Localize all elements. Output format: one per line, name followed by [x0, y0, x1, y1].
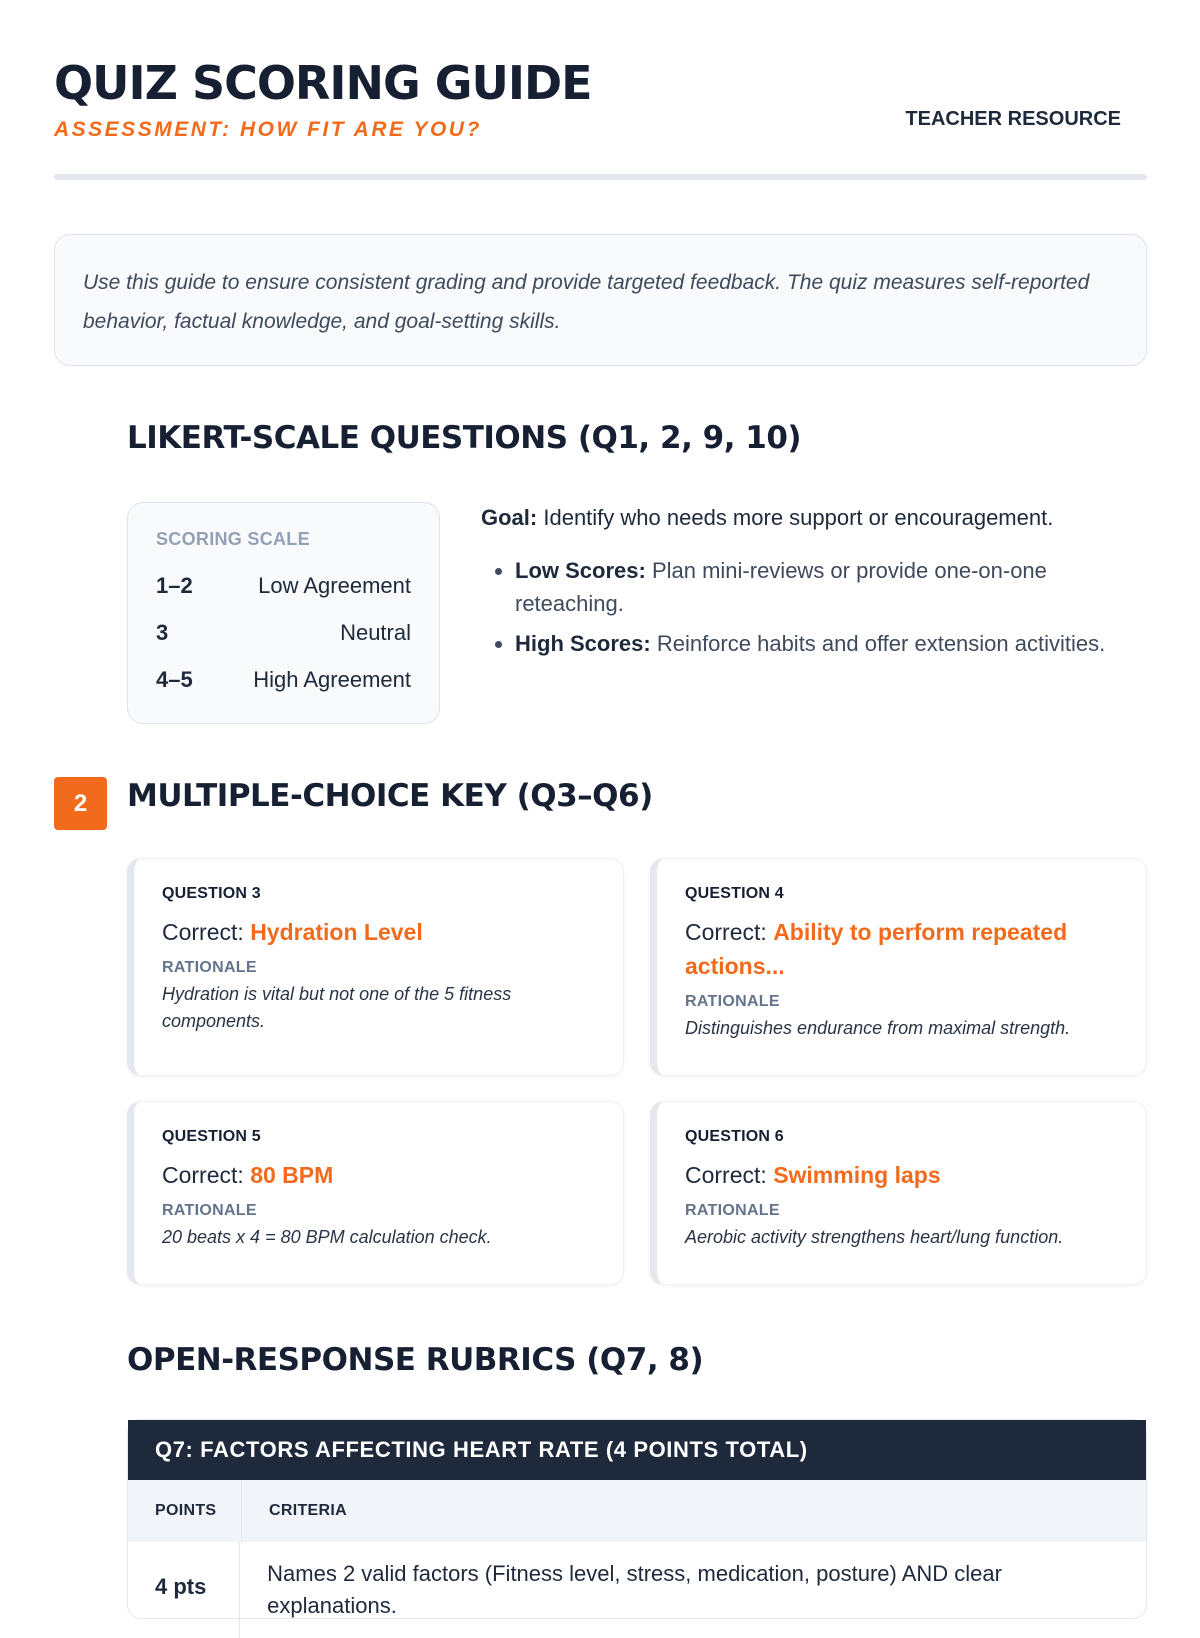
rubric-table: [127, 1419, 1147, 1619]
intro-callout: [54, 234, 1147, 366]
scale-label: High Agreement: [253, 667, 411, 692]
question-card: [650, 1101, 1147, 1285]
scoring-scale-box: [127, 502, 440, 724]
answer-text: Ability to perform repeated actions...: [685, 919, 1068, 979]
rationale-text: Hydration is vital but not one of the 5 fitness components.: [162, 984, 512, 1031]
rubric-header-row: [128, 1480, 1146, 1542]
scale-label: Neutral: [340, 620, 411, 645]
answer-text: Swimming laps: [773, 1162, 941, 1188]
scale-range: 4–5: [156, 667, 193, 692]
criteria-cell: Names 2 valid factors (Fitness level, stress, medication, posture) AND clear explanations.: [267, 1561, 1002, 1618]
scale-row: [156, 656, 411, 703]
list-item: [515, 627, 1161, 660]
scoring-scale-heading: SCORING SCALE: [156, 529, 310, 549]
rationale-label: RATIONALE: [162, 1202, 257, 1219]
rubric-title: Q7: FACTORS AFFECTING HEART RATE (4 POINTS TOTAL): [128, 1420, 1146, 1480]
correct-prefix: Correct:: [685, 1162, 767, 1188]
resource-label: TEACHER RESOURCE: [905, 108, 1121, 130]
rationale-text: Distinguishes endurance from maximal strength.: [685, 1018, 1071, 1038]
scale-range: 3: [156, 620, 169, 645]
scale-row: [156, 562, 411, 609]
mc-section-title: MULTIPLE-CHOICE KEY (Q3–Q6): [127, 778, 653, 814]
criteria-column-header: CRITERIA: [269, 1502, 347, 1519]
goal-text: Identify who needs more support or encouragement.: [543, 505, 1054, 530]
likert-goal: [481, 502, 1161, 667]
page-title: QUIZ SCORING GUIDE: [54, 56, 592, 110]
scale-range: 1–2: [156, 573, 193, 598]
rationale-text: 20 beats x 4 = 80 BPM calculation check.: [162, 1227, 492, 1247]
intro-text: Use this guide to ensure consistent grading and provide targeted feedback. The quiz measures self-reported behavior, factual knowledge, and goal-setting skills.: [83, 271, 1090, 333]
bullet-text: Plan mini-reviews or provide one-on-one reteaching.: [515, 558, 1047, 616]
score-guidance-list: [481, 554, 1161, 660]
question-label: QUESTION 4: [685, 885, 784, 902]
table-row: [128, 1542, 1146, 1638]
list-item: [515, 554, 1161, 620]
rationale-label: RATIONALE: [162, 959, 257, 976]
question-card: [127, 1101, 624, 1285]
question-label: QUESTION 5: [162, 1128, 261, 1145]
bullet-label: Low Scores:: [515, 558, 646, 583]
scale-row: [156, 609, 411, 656]
rationale-label: RATIONALE: [685, 993, 780, 1010]
open-response-section-title: OPEN-RESPONSE RUBRICS (Q7, 8): [127, 1342, 704, 1378]
answer-text: Hydration Level: [250, 919, 423, 945]
scale-label: Low Agreement: [258, 573, 411, 598]
bullet-label: High Scores:: [515, 631, 651, 656]
page-header: [54, 56, 1147, 142]
correct-answer: [162, 915, 595, 949]
points-cell: 4 pts: [128, 1542, 240, 1638]
correct-prefix: Correct:: [685, 919, 767, 945]
correct-prefix: Correct:: [162, 919, 244, 945]
question-card: [650, 858, 1147, 1076]
points-column-header: POINTS: [128, 1480, 242, 1542]
question-label: QUESTION 3: [162, 885, 261, 902]
correct-answer: [685, 1158, 1118, 1192]
question-label: QUESTION 6: [685, 1128, 784, 1145]
section-number-badge: 2: [54, 777, 107, 830]
page-subtitle: ASSESSMENT: HOW FIT ARE YOU?: [54, 118, 482, 141]
header-divider: [54, 174, 1147, 180]
rationale-label: RATIONALE: [685, 1202, 780, 1219]
rationale-text: Aerobic activity strengthens heart/lung function.: [685, 1227, 1064, 1247]
goal-statement: [481, 502, 1161, 534]
likert-section-title: LIKERT-SCALE QUESTIONS (Q1, 2, 9, 10): [127, 420, 802, 456]
goal-label: Goal:: [481, 505, 538, 530]
answer-text: 80 BPM: [250, 1162, 334, 1188]
correct-answer: [685, 915, 1118, 983]
bullet-text: Reinforce habits and offer extension activities.: [656, 631, 1106, 656]
question-card: [127, 858, 624, 1076]
correct-prefix: Correct:: [162, 1162, 244, 1188]
correct-answer: [162, 1158, 595, 1192]
